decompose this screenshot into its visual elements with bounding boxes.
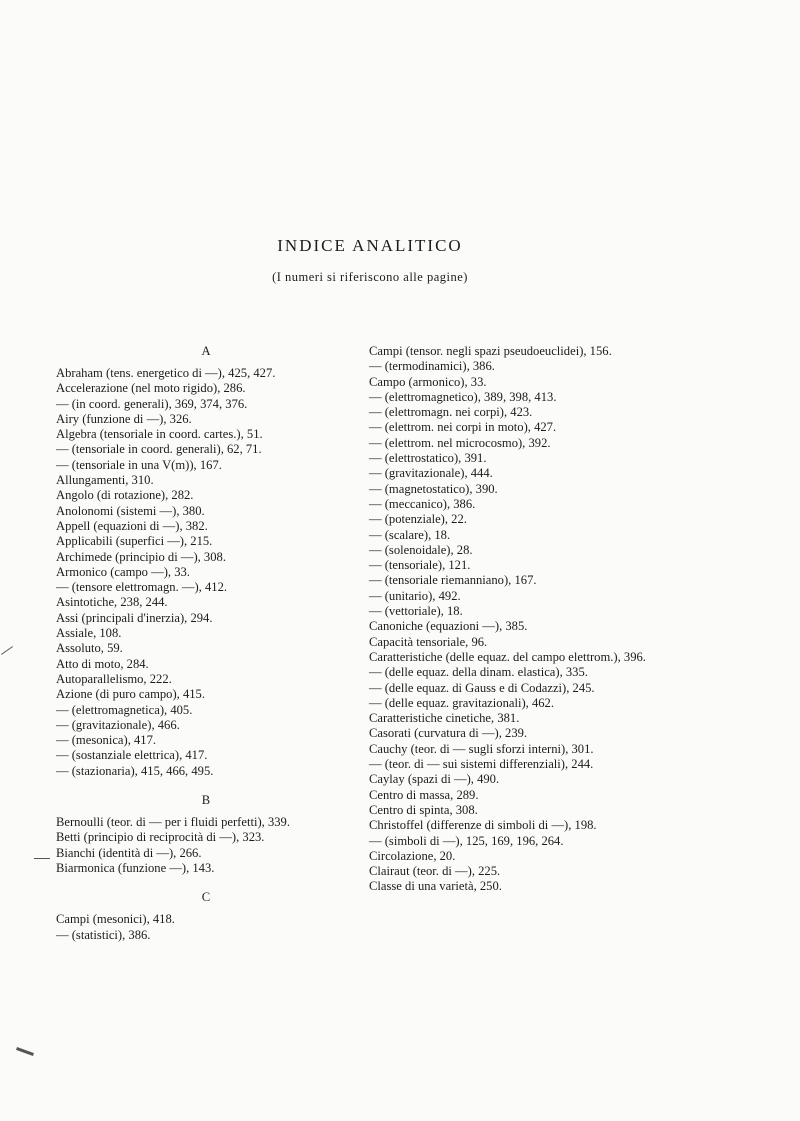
index-entry: Cauchy (teor. di — sugli sforzi interni), 301. bbox=[369, 741, 594, 756]
index-entry: Caylay (spazi di —), 490. bbox=[369, 772, 500, 787]
section-letter: A bbox=[201, 344, 211, 358]
index-entry: Classe di una varietà, 250. bbox=[369, 879, 502, 894]
index-entry: — (tensoriale in coord. generali), 62, 71. bbox=[56, 442, 262, 457]
margin-mark bbox=[34, 858, 50, 859]
index-entry: — (sostanziale elettrica), 417. bbox=[56, 748, 208, 763]
index-entry: Archimede (principio di —), 308. bbox=[56, 549, 226, 564]
page-subtitle: (I numeri si riferiscono alle pagine) bbox=[272, 270, 468, 284]
index-entry: Centro di spinta, 308. bbox=[369, 802, 478, 817]
index-entry: — (unitario), 492. bbox=[369, 588, 461, 603]
index-entry: Asintotiche, 238, 244. bbox=[56, 595, 168, 610]
index-entry: Biarmonica (funzione —), 143. bbox=[56, 860, 215, 875]
index-entry: — (gravitazionale), 466. bbox=[56, 717, 180, 732]
index-entry: Centro di massa, 289. bbox=[369, 787, 479, 802]
index-entry: — (delle equaz. della dinam. elastica), 335. bbox=[369, 665, 588, 680]
index-entry: — (tensoriale in una V(m)), 167. bbox=[56, 457, 222, 472]
index-entry: — (elettromagn. nei corpi), 423. bbox=[369, 405, 533, 420]
index-entry: — (stazionaria), 415, 466, 495. bbox=[56, 763, 214, 778]
index-entry: — (in coord. generali), 369, 374, 376. bbox=[56, 396, 248, 411]
index-entry: Bianchi (identità di —), 266. bbox=[56, 845, 202, 860]
index-entry: — (delle equaz. gravitazionali), 462. bbox=[369, 695, 554, 710]
index-entry: Applicabili (superfici —), 215. bbox=[56, 534, 213, 549]
index-entry: Assoluto, 59. bbox=[56, 641, 123, 656]
right-column bbox=[369, 344, 679, 895]
index-entry: — (gravitazionale), 444. bbox=[369, 466, 493, 481]
section-letter: B bbox=[201, 793, 211, 808]
index-entry: Angolo (di rotazione), 282. bbox=[56, 488, 194, 503]
index-entry: — (potenziale), 22. bbox=[369, 512, 467, 527]
index-entry: — (tensore elettromagn. —), 412. bbox=[56, 580, 228, 595]
index-entry: Airy (funzione di —), 326. bbox=[56, 411, 192, 426]
index-entry: — (tensoriale riemanniano), 167. bbox=[369, 573, 537, 588]
index-entry: — (elettrom. nei corpi in moto), 427. bbox=[369, 420, 557, 435]
index-entry: Circolazione, 20. bbox=[369, 848, 456, 863]
index-entry: Caratteristiche cinetiche, 381. bbox=[369, 711, 520, 726]
index-entry: Casorati (curvatura di —), 239. bbox=[369, 726, 528, 741]
index-entry: — (simboli di —), 125, 169, 196, 264. bbox=[369, 833, 564, 848]
index-entry: Abraham (tens. energetico di —), 425, 427. bbox=[56, 366, 276, 380]
index-entry: — (elettromagnetico), 389, 398, 413. bbox=[369, 389, 557, 404]
index-entry: — (tensoriale), 121. bbox=[369, 558, 471, 573]
index-entry: Campi (tensor. negli spazi pseudoeuclidei), 156. bbox=[369, 344, 612, 358]
index-entry: — (scalare), 18. bbox=[369, 527, 451, 542]
index-entry: Assiale, 108. bbox=[56, 626, 122, 641]
index-entry: Algebra (tensoriale in coord. cartes.), 51. bbox=[56, 427, 263, 442]
index-entry: Caratteristiche (delle equaz. del campo elettrom.), 396. bbox=[369, 649, 646, 664]
index-entry: Capacità tensoriale, 96. bbox=[369, 634, 488, 649]
index-entry: — (magnetostatico), 390. bbox=[369, 481, 498, 496]
index-entry: Bernoulli (teor. di — per i fluidi perfetti), 339. bbox=[56, 815, 290, 830]
index-entry: Betti (principio di reciprocità di —), 323. bbox=[56, 830, 265, 845]
index-entry: — (delle equaz. di Gauss e di Codazzi), 245. bbox=[369, 680, 595, 695]
index-entry: Azione (di puro campo), 415. bbox=[56, 687, 205, 702]
index-entry: Assi (principali d'inerzia), 294. bbox=[56, 610, 213, 625]
margin-mark bbox=[16, 1047, 34, 1056]
margin-mark bbox=[1, 646, 13, 655]
index-entry: — (vettoriale), 18. bbox=[369, 604, 463, 619]
index-entry: Canoniche (equazioni —), 385. bbox=[369, 619, 528, 634]
index-entry: — (elettromagnetica), 405. bbox=[56, 702, 193, 717]
index-entry: Appell (equazioni di —), 382. bbox=[56, 518, 208, 533]
index-entry: Allungamenti, 310. bbox=[56, 473, 154, 488]
index-entry: Campi (mesonici), 418. bbox=[56, 912, 175, 927]
left-column bbox=[56, 344, 356, 943]
index-entry: — (termodinamici), 386. bbox=[369, 359, 495, 374]
index-entry: — (teor. di — sui sistemi differenziali), 244. bbox=[369, 757, 594, 772]
index-entry: Christoffel (differenze di simboli di —), 198. bbox=[369, 818, 597, 833]
index-entry: — (elettrom. nel microcosmo), 392. bbox=[369, 435, 551, 450]
index-entry: — (mesonica), 417. bbox=[56, 733, 157, 748]
index-entry: — (elettrostatico), 391. bbox=[369, 451, 487, 466]
index-entry: Anolonomi (sistemi —), 380. bbox=[56, 503, 205, 518]
index-entry: Campo (armonico), 33. bbox=[369, 374, 487, 389]
index-entry: Accelerazione (nel moto rigido), 286. bbox=[56, 381, 246, 396]
index-entry: — (meccanico), 386. bbox=[369, 496, 476, 511]
index-entry: Clairaut (teor. di —), 225. bbox=[369, 864, 501, 879]
index-entry: Armonico (campo —), 33. bbox=[56, 564, 190, 579]
page-title: INDICE ANALITICO bbox=[277, 236, 463, 255]
index-entry: — (statistici), 386. bbox=[56, 927, 151, 942]
index-entry: — (solenoidale), 28. bbox=[369, 542, 473, 557]
section-letter: C bbox=[201, 890, 211, 905]
index-entry: Autoparallelismo, 222. bbox=[56, 671, 172, 686]
index-entry: Atto di moto, 284. bbox=[56, 656, 149, 671]
